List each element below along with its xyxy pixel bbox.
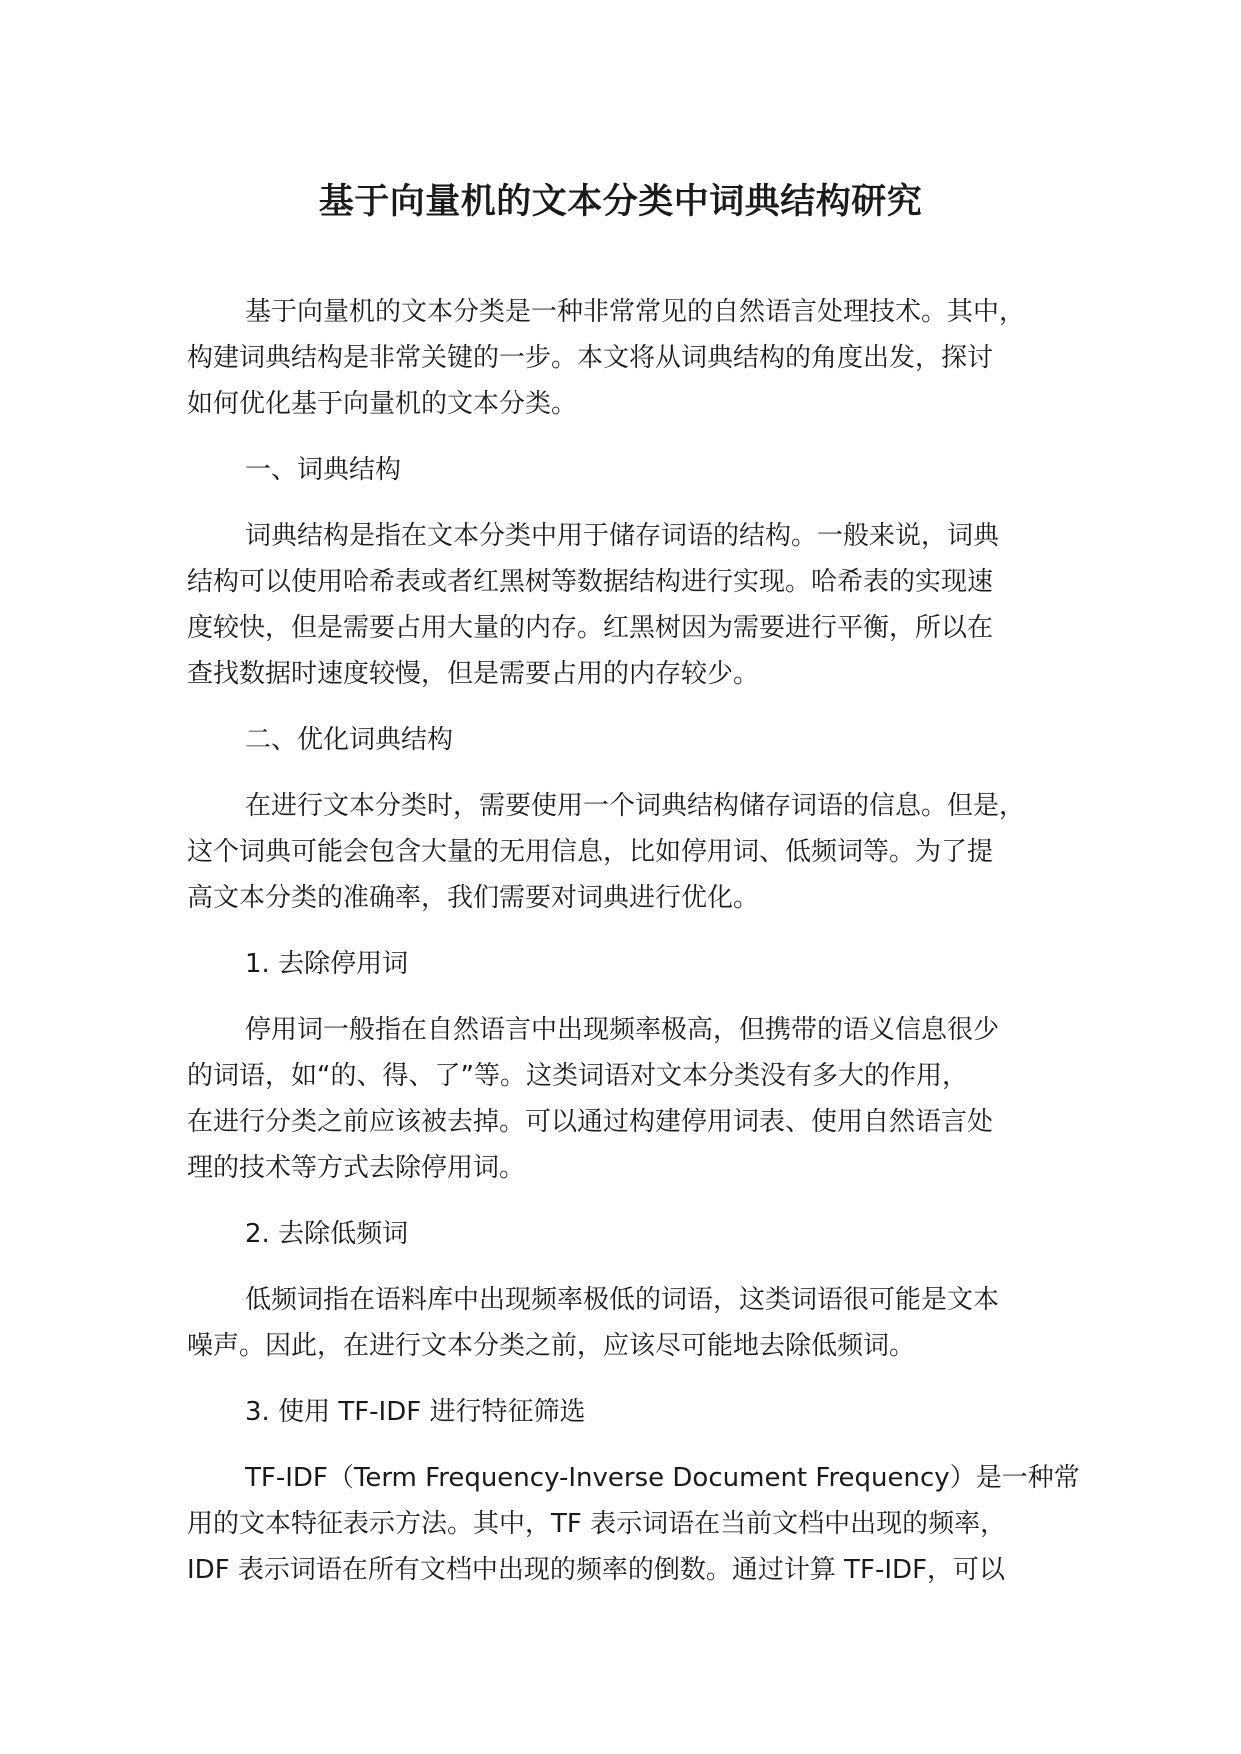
paragraph-intro — [187, 289, 1067, 427]
text-line: 词典结构是指在文本分类中用于储存词语的结构。一般来说，词典 — [245, 521, 1000, 551]
text-line: 这个词典可能会包含大量的无用信息，比如停用词、低频词等。为了提 — [187, 837, 994, 867]
text-line: 在进行文本分类时，需要使用一个词典结构储存词语的信息。但是， — [245, 791, 1026, 821]
text-line: 基于向量机的文本分类是一种非常常见的自然语言处理技术。其中， — [245, 297, 1026, 327]
text-line: TF-IDF（Term Frequency-Inverse Document Frequency）是一种常 — [245, 1463, 1080, 1493]
paragraph-optimize — [187, 783, 1067, 921]
paragraph-tfidf — [187, 1455, 1080, 1593]
paragraph-low-frequency — [187, 1277, 1067, 1369]
section-heading-optimize: 二、优化词典结构 — [245, 725, 454, 755]
paragraph-stopwords — [187, 1007, 1067, 1191]
text-line: 度较快，但是需要占用大量的内存。红黑树因为需要进行平衡，所以在 — [187, 613, 994, 643]
paragraph-dictionary-structure — [187, 513, 1067, 697]
text-line: 用的文本特征表示方法。其中，TF 表示词语在当前文档中出现的频率， — [187, 1509, 1007, 1539]
text-line: 噪声。因此，在进行文本分类之前，应该尽可能地去除低频词。 — [187, 1331, 916, 1361]
text-line: 在进行分类之前应该被去掉。可以通过构建停用词表、使用自然语言处 — [187, 1107, 994, 1137]
text-line: 理的技术等方式去除停用词。 — [187, 1153, 526, 1183]
subheading-low-frequency: 2. 去除低频词 — [245, 1219, 409, 1249]
document-body — [187, 289, 1080, 1613]
text-line: 低频词指在语料库中出现频率极低的词语，这类词语很可能是文本 — [245, 1285, 1000, 1315]
text-line: IDF 表示词语在所有文档中出现的频率的倒数。通过计算 TF-IDF，可以 — [187, 1555, 1006, 1585]
text-line: 如何优化基于向量机的文本分类。 — [187, 389, 578, 419]
text-line: 停用词一般指在自然语言中出现频率极高，但携带的语义信息很少 — [245, 1015, 1000, 1045]
subheading-stopwords: 1. 去除停用词 — [245, 949, 409, 979]
text-line: 的词语，如“的、得、了”等。这类词语对文本分类没有多大的作用， — [187, 1061, 968, 1091]
text-line: 查找数据时速度较慢，但是需要占用的内存较少。 — [187, 659, 760, 689]
section-heading-dictionary-structure: 一、词典结构 — [245, 455, 402, 485]
text-line: 高文本分类的准确率，我们需要对词典进行优化。 — [187, 883, 760, 913]
text-line: 构建词典结构是非常关键的一步。本文将从词典结构的角度出发，探讨 — [187, 343, 994, 373]
subheading-tfidf: 3. 使用 TF-IDF 进行特征筛选 — [245, 1397, 586, 1427]
document-title: 基于向量机的文本分类中词典结构研究 — [318, 182, 923, 222]
text-line: 结构可以使用哈希表或者红黑树等数据结构进行实现。哈希表的实现速 — [187, 567, 994, 597]
